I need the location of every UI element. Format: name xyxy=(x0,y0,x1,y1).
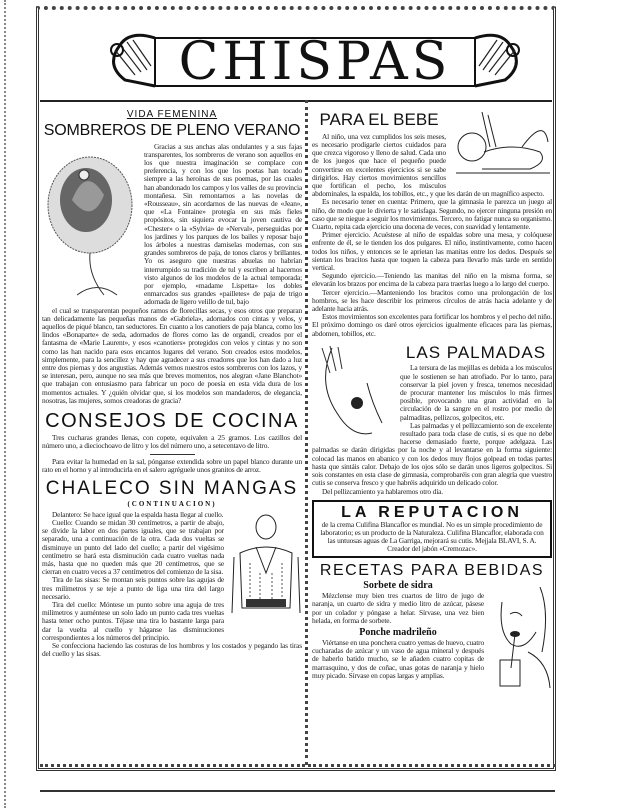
hats-paragraph-2: el cual se transparentan pequeños ramos de florecillas secas, y esos otros que preparan tan delicadamente las pequeñas manos de «Gabriela», adornados con cintas y velos, y aquellos de piqué blanco, tan seductores. En cuanto a los canotiers de paja blanca, como los lindos «Bonaparte» de seda, adornados de flores como las de organdí, creados por el fantasma de «Marie Laurent», y esos «canotiers» protegidos con velos y cintas y no son como las han nacido para esos encantos lugares del verano. Son creados estos modelos, simplemente, para la sencillez y hay que agradecer a sus creadores que los han dado a luz entre dos piernas y dos angustias. Además vemos nuestros estos sombreros con los lazos, y se interesan, pero, aunque no sea más que breves momentos, nos alegran «Jane Blanchot» que trabajan con entusiasmo para fabricar un poco de poesía en esta vida dura de los momentos actuales. Y ¿quién olvidar que, si los modelos son mandaderos, de elegancia, nosotras, las mujeres, somos creadoras de gracia? xyxy=(42,305,302,405)
baby-paragraph-1: Al niño, una vez cumplidos los seis meses, es necesario prodigarle ciertos cuidados para que crezca vigoroso y lleno de salud. Cada uno de los juegos que hace el pequeño puede convertirse en excelentes ejercicios si se sabe dirigirlos. Hay ciertos movimientos sencillos que fortifican el pecho, los músculos abdominales, la espalda, los tobillos, etc., y que les darán de un magnífico aspecto. xyxy=(312,131,545,199)
masthead-banner xyxy=(95,20,535,98)
masthead-title: CHISPAS xyxy=(178,32,452,92)
scan-margin-edge xyxy=(4,0,16,808)
cooking-paragraph-2: Para evitar la humedad en la sal, pónganse extendida sobre un papel blanco durante un rato en el horno y al introducirla en el salero agréguele unos granitos de arroz. xyxy=(42,456,302,474)
recipe-2-title: Ponche madrileño xyxy=(359,626,437,638)
cooking-paragraph-1: Tres cucharas grandes llenas, con copete, equivalen a 25 gramos. Los cazillos del número uno, a dieciochoavo de litro y los del número uno, a setecentavo de litro. xyxy=(42,433,302,451)
vest-text-continued: Tira del cuello: Móntese un punto sobre una aguja de tres milímetros y auméntese un solo lado un punto cada tres vueltas hasta tener ocho puntos. Téjase una tira lo bastante larga para dar la vuelta al cuello y háganse las disminuciones correspondientes a los números del principio. Se confecciona haciendo las costuras de los hombros y los costados y pegando las tiras del cuello y las sisas. xyxy=(42,600,302,659)
vest-title: CHALECO SIN MANGAS xyxy=(45,477,299,499)
reputacion-ad xyxy=(312,500,552,558)
ad-title: LA REPUTACION xyxy=(341,503,523,521)
drinks-title: RECETAS PARA BEBIDAS xyxy=(319,561,545,579)
baby-title: PARA EL BEBE xyxy=(319,110,439,129)
right-column xyxy=(312,105,552,692)
page-bottom-rule xyxy=(40,790,555,792)
claps-paragraph-1: La tersura de las mejillas es debida a los músculos que le sostienen se han atrofiado. Por lo tanto, para conservar la piel joven y fresca, tenemos necesidad de procurar mantener los músculos lo más firmes posible, provocando una gran actividad en la circulación de la sangre en el rostro por medio de palmaditas, pellizcos, golpecitos, etc. xyxy=(400,363,552,422)
face-illustration xyxy=(312,343,394,443)
vest-illustration xyxy=(230,513,302,631)
vest-subtitle: (CONTINUACION) xyxy=(127,499,217,508)
vest-text: Delantero: Se hace igual que la espalda hasta llegar al cuello. Cuello: Cuando se midan 30 centímetros, a partir de abajo, se divide la labor en dos partes iguales, que se trabajan por separado, una a continuación de la otra. Cada dos vueltas se disminuye un punto del lado del cuello; a partir del vigésimo centímetro se hará esta disminución cada cuatro vueltas nada más, hasta que no queden más que 20 centímetros, que se cierran en cuatro veces a 37 centímetros del comienzo de la sisa. Tira de las sisas: Se montan seis puntos sobre las agujas de tres milímetros y se teje a punto de liga una tira del largo necesario. xyxy=(42,509,224,601)
recipe-1-text: Mézclense muy bien tres cuartos de litro de jugo de naranja, un cuarto de sidra y medio litro de azúcar, pásese por un colador y póngase a helar. Sírvase, una vez bien helada, en forma de sorbete. xyxy=(312,591,484,625)
right-bottom-border xyxy=(308,764,556,767)
left-bottom-border xyxy=(40,764,305,767)
masthead-rule xyxy=(40,100,552,102)
recipe-2-text: Viértanse en una ponchera cuatro yemas de huevo, cuatro cucharadas de azúcar y un vaso de agua mineral y después de haberlo batido mucho, se le añaden cuatro copitas de marrasquino, y dos de coñac, unas gotas de naranja y hielo muy picado. Sírvase en copas largas y amplias. xyxy=(312,637,484,680)
claps-paragraph-2: Las palmadas y el pellizcamiento son de excelente resultado para toda clase de cutis, si es que no debe hacerse demasiado fuerte, porque adelgaza. Las palmadas se darán dirigidas por la noche y al levantarse en la forma siguiente: colocad las manos en abanico y con los dedos muy flojos golpead en todas partes hasta que sintáis calor. Debajo de los ojos sólo se darán unos ligeros golpecitos. Si sois constantes en esta clase de gimnasia, comprobaréis con gran alegría que vuestro cutis se conserva fresco y que habréis adquirido un delicado color. Del pellizcamiento ya hablaremos otro día. xyxy=(312,420,552,496)
baby-illustration xyxy=(452,107,552,185)
column-divider xyxy=(305,100,308,765)
cooking-separator xyxy=(150,454,195,455)
hats-title: SOMBREROS DE PLENO VERANO xyxy=(43,122,301,139)
claps-title: LAS PALMADAS xyxy=(405,342,547,362)
recipe-1-title: Sorbete de sidra xyxy=(363,580,433,592)
left-column xyxy=(42,105,302,658)
hats-paragraph-1: Gracias a sus anchas alas ondulantes y a sus fajas transparentes, los sombreros de verano son aquellos en los que nuestra imaginación se complace con preferencia, y con los que los poetas han tocado siempre a las heroínas de sus poemas, por las cuales han abandonado los campos y los valles de su provincia montañesa. Sin remontarnos a las novelas de «Rousseau», sin acordarnos de las nuevas de «Jean», que «La Fontaine» protegía en sus más fieles propósitos, sin siquiera evocar la joven cautiva de «Chester» o la «Sylvia» de «Nerval», perseguidas por los jardines y los parques de los bailes y reposar bajo los árboles a nuestras damiselas modernas, con sus grandes sombreros de paja, de tonos claros y brillantes. Yo os aseguro que nuestras abuelas no habrían interrumpido su tradición de tul y escriben al hacernos visto algunos de los modelos de la actual temporada; por ejemplo, «madame Lispetta» los dobles enmarcados sus grandes «pailletes» de paja de trigo adornada de ligero velillo de tul, bajo xyxy=(144,141,302,307)
cooking-title: CONSEJOS DE COCINA xyxy=(45,410,299,433)
baby-paragraphs: Es necesario tener en cuenta: Primero, que la gimnasia le parezca un juego al niño, de modo que le divierta y le satisfaga. Segundo, no ejercer ninguna presión en caso que se niegue a seguir los movimientos. Tercero, no fatigar nunca su organismo. Cuarto, repita cada ejercicio una docena de veces, con suavidad y lentamente. Primer ejercicio. Acuéstese al niño de espaldas sobre una mesa, y colóquese enfrente de él, se le tienden los dos pulgares. El niño, instintivamente, como hacen todos los niños, y entonces se le aprietan las manitas entre los dedos. Después se sientan los bracitos hasta que toquen la cabeza para llevarlo más tarde en sentido vertical. Segundo ejercicio.—Teniendo las manitas del niño en la misma forma, se elevarán los brazos por encima de la cabeza para traerlas luego a lo largo del cuerpo. Tercer ejercicio.—Manteniendo los bracitos como una prolongación de los hombros, se les hace describir los primeros círculos de atrás hacia adelante y de adelante hacia atrás. Estos movimientos son excelentes para fortificar los hombros y el pecho del niño. El próximo domingo os daré otros ejercicios igualmente eficaces para las piernas, abdomen, tobillos, etc. xyxy=(312,197,552,338)
woman-drinking-illustration xyxy=(490,582,552,690)
section-label: VIDA FEMENINA xyxy=(126,109,218,120)
hat-illustration xyxy=(42,145,138,303)
ad-text: de la crema Culifina Blancaflor es mundial. No es un simple procedimiento de laboratorio; es un producto de la Naturaleza. Culifina Blancaflor, elaborada con las untuosas aguas de La Garriga, mejorará su cutis. Mejjala BLAVI, S. A. Creador del jabón «Cremozac». xyxy=(320,519,544,554)
